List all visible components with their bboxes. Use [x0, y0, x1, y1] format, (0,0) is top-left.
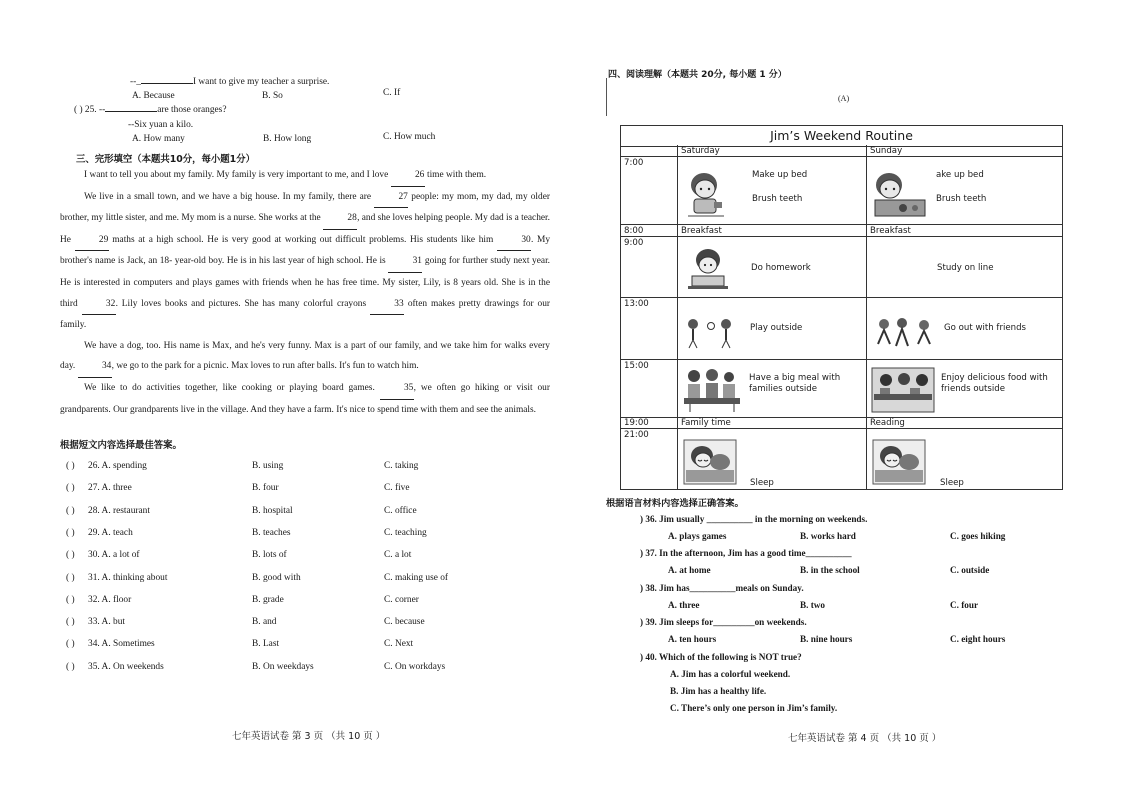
- option-c: C. goes hiking: [950, 531, 1006, 541]
- q40-option-a: A. Jim has a colorful weekend.: [670, 669, 791, 679]
- answer-paren: ( ): [66, 617, 75, 628]
- option-c: C. office: [384, 505, 417, 516]
- cloze-passage: [60, 165, 550, 420]
- table-divider: [620, 359, 1063, 360]
- section4-title: 四、阅读理解（本题共 20分, 每小题 1 分）: [608, 70, 787, 80]
- boy-waking-up-illustration: [684, 168, 728, 220]
- time-label: 8:00: [624, 226, 644, 236]
- option-c: C. because: [384, 617, 425, 628]
- q24-option-c: C. If: [383, 88, 401, 98]
- cloze-question-row: [66, 595, 466, 609]
- sun-study-online: Study on line: [937, 263, 994, 273]
- option-a: A. ten hours: [668, 634, 717, 644]
- sun-make-up-bed: ake up bed: [936, 170, 984, 180]
- reading-instruction: 根据语言材料内容选择正确答案。: [606, 498, 744, 509]
- option-b: B. in the school: [800, 565, 860, 575]
- cloze-question-row: [66, 506, 466, 520]
- q25-option-a: A. How many: [132, 134, 185, 144]
- option-a: A. plays games: [668, 531, 727, 541]
- option-a: 29. A. teach: [88, 527, 133, 538]
- q25-answer: --Six yuan a kilo.: [128, 120, 194, 130]
- option-b: B. teaches: [252, 527, 291, 538]
- table-divider: [677, 145, 678, 490]
- sat-sleep: Sleep: [750, 478, 774, 488]
- q24-line: --_ I want to give my teacher a surprise.: [130, 77, 330, 87]
- friends-going-out-illustration: [874, 316, 936, 354]
- option-c: C. outside: [950, 565, 990, 575]
- cloze-question-row: [66, 617, 466, 631]
- cloze-question-row: [66, 550, 466, 564]
- option-a: 31. A. thinking about: [88, 572, 168, 583]
- option-c: C. a lot: [384, 550, 412, 561]
- section3-title: 三、完形填空（本题共10分，每小题1分）: [76, 154, 255, 165]
- answer-paren: ( ): [66, 639, 75, 650]
- cloze-question-row: [66, 639, 466, 653]
- table-divider: [620, 156, 1063, 157]
- option-b: B. good with: [252, 572, 301, 583]
- sat-make-up-bed: Make up bed: [752, 170, 808, 180]
- option-c: C. five: [384, 483, 410, 494]
- column-header-sunday: Sunday: [870, 146, 903, 156]
- option-b: B. two: [800, 600, 826, 610]
- cloze-question-row: [66, 528, 466, 542]
- family-meal-illustration: [682, 366, 742, 414]
- option-b: B. hospital: [252, 505, 293, 516]
- time-label: 9:00: [624, 238, 644, 248]
- q25-option-c: C. How much: [383, 132, 436, 142]
- sat-family-time: Family time: [681, 418, 731, 428]
- option-b: B. nine hours: [800, 634, 853, 644]
- option-b: B. using: [252, 461, 284, 471]
- answer-paren: ( ): [66, 527, 75, 538]
- option-b: B. and: [252, 617, 277, 628]
- sun-reading: Reading: [870, 418, 905, 428]
- answer-paren: ( ): [66, 461, 75, 471]
- left-page: [0, 0, 560, 793]
- time-label: 15:00: [624, 361, 649, 371]
- answer-paren: ( ): [66, 661, 75, 672]
- q40-option-c: C. There’s only one person in Jim’s family.: [670, 703, 838, 713]
- sun-breakfast: Breakfast: [870, 226, 911, 236]
- answer-paren: ( ): [66, 572, 75, 583]
- scan-edge-line: [606, 78, 607, 116]
- page-footer-left: 七年英语试卷 第 3 页 （共 10 页 ）: [232, 731, 386, 742]
- table-divider: [866, 145, 867, 490]
- option-a: A. at home: [668, 565, 711, 575]
- cloze-instruction: 根据短文内容选择最佳答案。: [60, 440, 182, 451]
- sat-big-meal: Have a big meal with families outside: [749, 373, 841, 394]
- sat-do-homework: Do homework: [751, 263, 811, 273]
- sun-sleep: Sleep: [940, 478, 964, 488]
- time-label: 19:00: [624, 418, 649, 428]
- time-label: 7:00: [624, 158, 644, 168]
- reading-question-stem: ) 38. Jim has__________meals on Sunday.: [640, 583, 804, 593]
- q40-option-b: B. Jim has a healthy life.: [670, 686, 767, 696]
- option-c: C. teaching: [384, 527, 427, 538]
- part-label: (A): [838, 94, 850, 103]
- boy-sleeping-sunday-illustration: [871, 436, 927, 486]
- time-label: 21:00: [624, 430, 649, 440]
- cloze-question-row: [66, 662, 466, 676]
- option-a: 35. A. On weekends: [88, 661, 164, 672]
- q24-option-a: A. Because: [132, 91, 175, 101]
- reading-question-stem: ) 36. Jim usually __________ in the morning on weekends.: [640, 514, 868, 524]
- q24-option-b: B. So: [262, 91, 283, 101]
- table-divider: [620, 236, 1063, 237]
- answer-paren: ( ): [66, 483, 75, 494]
- cloze-question-row: [66, 461, 466, 475]
- option-c: C. corner: [384, 594, 419, 605]
- option-a: 30. A. a lot of: [88, 550, 140, 561]
- option-b: B. four: [252, 483, 279, 494]
- option-c: C. Next: [384, 639, 414, 650]
- answer-paren: ( ): [66, 594, 75, 605]
- option-b: B. lots of: [252, 550, 287, 561]
- q25-stem: ( ) 25. -- are those oranges?: [74, 105, 227, 115]
- table-title: Jim’s Weekend Routine: [621, 126, 1062, 147]
- sat-brush-teeth: Brush teeth: [752, 194, 803, 204]
- option-b: B. On weekdays: [252, 661, 314, 672]
- passage-paragraph-1: I want to tell you about my family. My family is very important to me, and I love 26 time with them.: [60, 165, 550, 187]
- option-a: 28. A. restaurant: [88, 505, 150, 516]
- boy-brushing-teeth-illustration: [871, 168, 929, 220]
- option-c: C. taking: [384, 461, 419, 471]
- cloze-question-row: [66, 573, 466, 587]
- cloze-question-row: [66, 483, 466, 497]
- reading-question-stem: ) 37. In the afternoon, Jim has a good time__________: [640, 548, 852, 558]
- sun-brush-teeth: Brush teeth: [936, 194, 987, 204]
- option-a: 27. A. three: [88, 483, 132, 494]
- sat-breakfast: Breakfast: [681, 226, 722, 236]
- answer-paren: ( ): [66, 550, 75, 561]
- answer-paren: ( ): [66, 505, 75, 516]
- friends-food-illustration: [870, 366, 936, 414]
- q25-option-b: B. How long: [263, 134, 312, 144]
- sun-go-out: Go out with friends: [944, 323, 1027, 333]
- boy-homework-illustration: [686, 246, 730, 292]
- option-b: B. grade: [252, 594, 284, 605]
- option-a: 26. A. spending: [88, 461, 147, 471]
- sun-enjoy-food: Enjoy delicious food with friends outside: [941, 373, 1048, 394]
- option-a: 32. A. floor: [88, 594, 132, 605]
- option-a: 34. A. Sometimes: [88, 639, 155, 650]
- column-header-saturday: Saturday: [681, 146, 720, 156]
- page-footer-right: 七年英语试卷 第 4 页 （共 10 页 ）: [788, 733, 942, 744]
- table-divider: [620, 297, 1063, 298]
- q40-stem: ) 40. Which of the following is NOT true?: [640, 652, 802, 662]
- passage-paragraph-2: We live in a small town, and we have a big house. In my family, there are 27 people: my mom, my dad, my older brother, my little sister, and me. My mom is a nurse. She works at the 28, and she loves helping people. My dad is a teacher. He 29 maths at a high school. He is very good at working out difficult problems. His students like him 30. My brother's name is Jack, an 18- year-old boy. He is in his last year of high school. He is 31 going for further study next year. He is interested in computers and plays games with friends when he has free time. My sister, Lily, is 8 years old. She is in the third 32. Lily loves books and pictures. She has many colorful crayons 33 often makes pretty drawings for our family.: [60, 187, 550, 336]
- option-c: C. eight hours: [950, 634, 1006, 644]
- option-b: B. Last: [252, 639, 280, 650]
- option-c: C. making use of: [384, 572, 449, 583]
- option-b: B. works hard: [800, 531, 856, 541]
- time-label: 13:00: [624, 299, 649, 309]
- option-a: 33. A. but: [88, 617, 125, 628]
- passage-paragraph-3: We have a dog, too. His name is Max, and he's very funny. Max is a part of our family, and we take him for walks every day. 34, we go to the park for a picnic. Max loves to run after balls. It's fun to watch him.: [60, 336, 550, 378]
- option-c: C. On workdays: [384, 661, 446, 672]
- passage-paragraph-4: We like to do activities together, like cooking or playing board games. 35, we often go hiking or visit our grandparents. Our grandparents live in the village. And they have a farm. It's nice to spend time with them and see the animals.: [60, 378, 550, 420]
- reading-question-stem: ) 39. Jim sleeps for_________on weekends.: [640, 617, 807, 627]
- option-c: C. four: [950, 600, 979, 610]
- table-divider: [620, 224, 1063, 225]
- option-a: A. three: [668, 600, 700, 610]
- boy-sleeping-illustration: [682, 436, 738, 486]
- kids-playing-illustration: [684, 316, 740, 350]
- table-divider: [620, 428, 1063, 429]
- sat-play-outside: Play outside: [750, 323, 803, 333]
